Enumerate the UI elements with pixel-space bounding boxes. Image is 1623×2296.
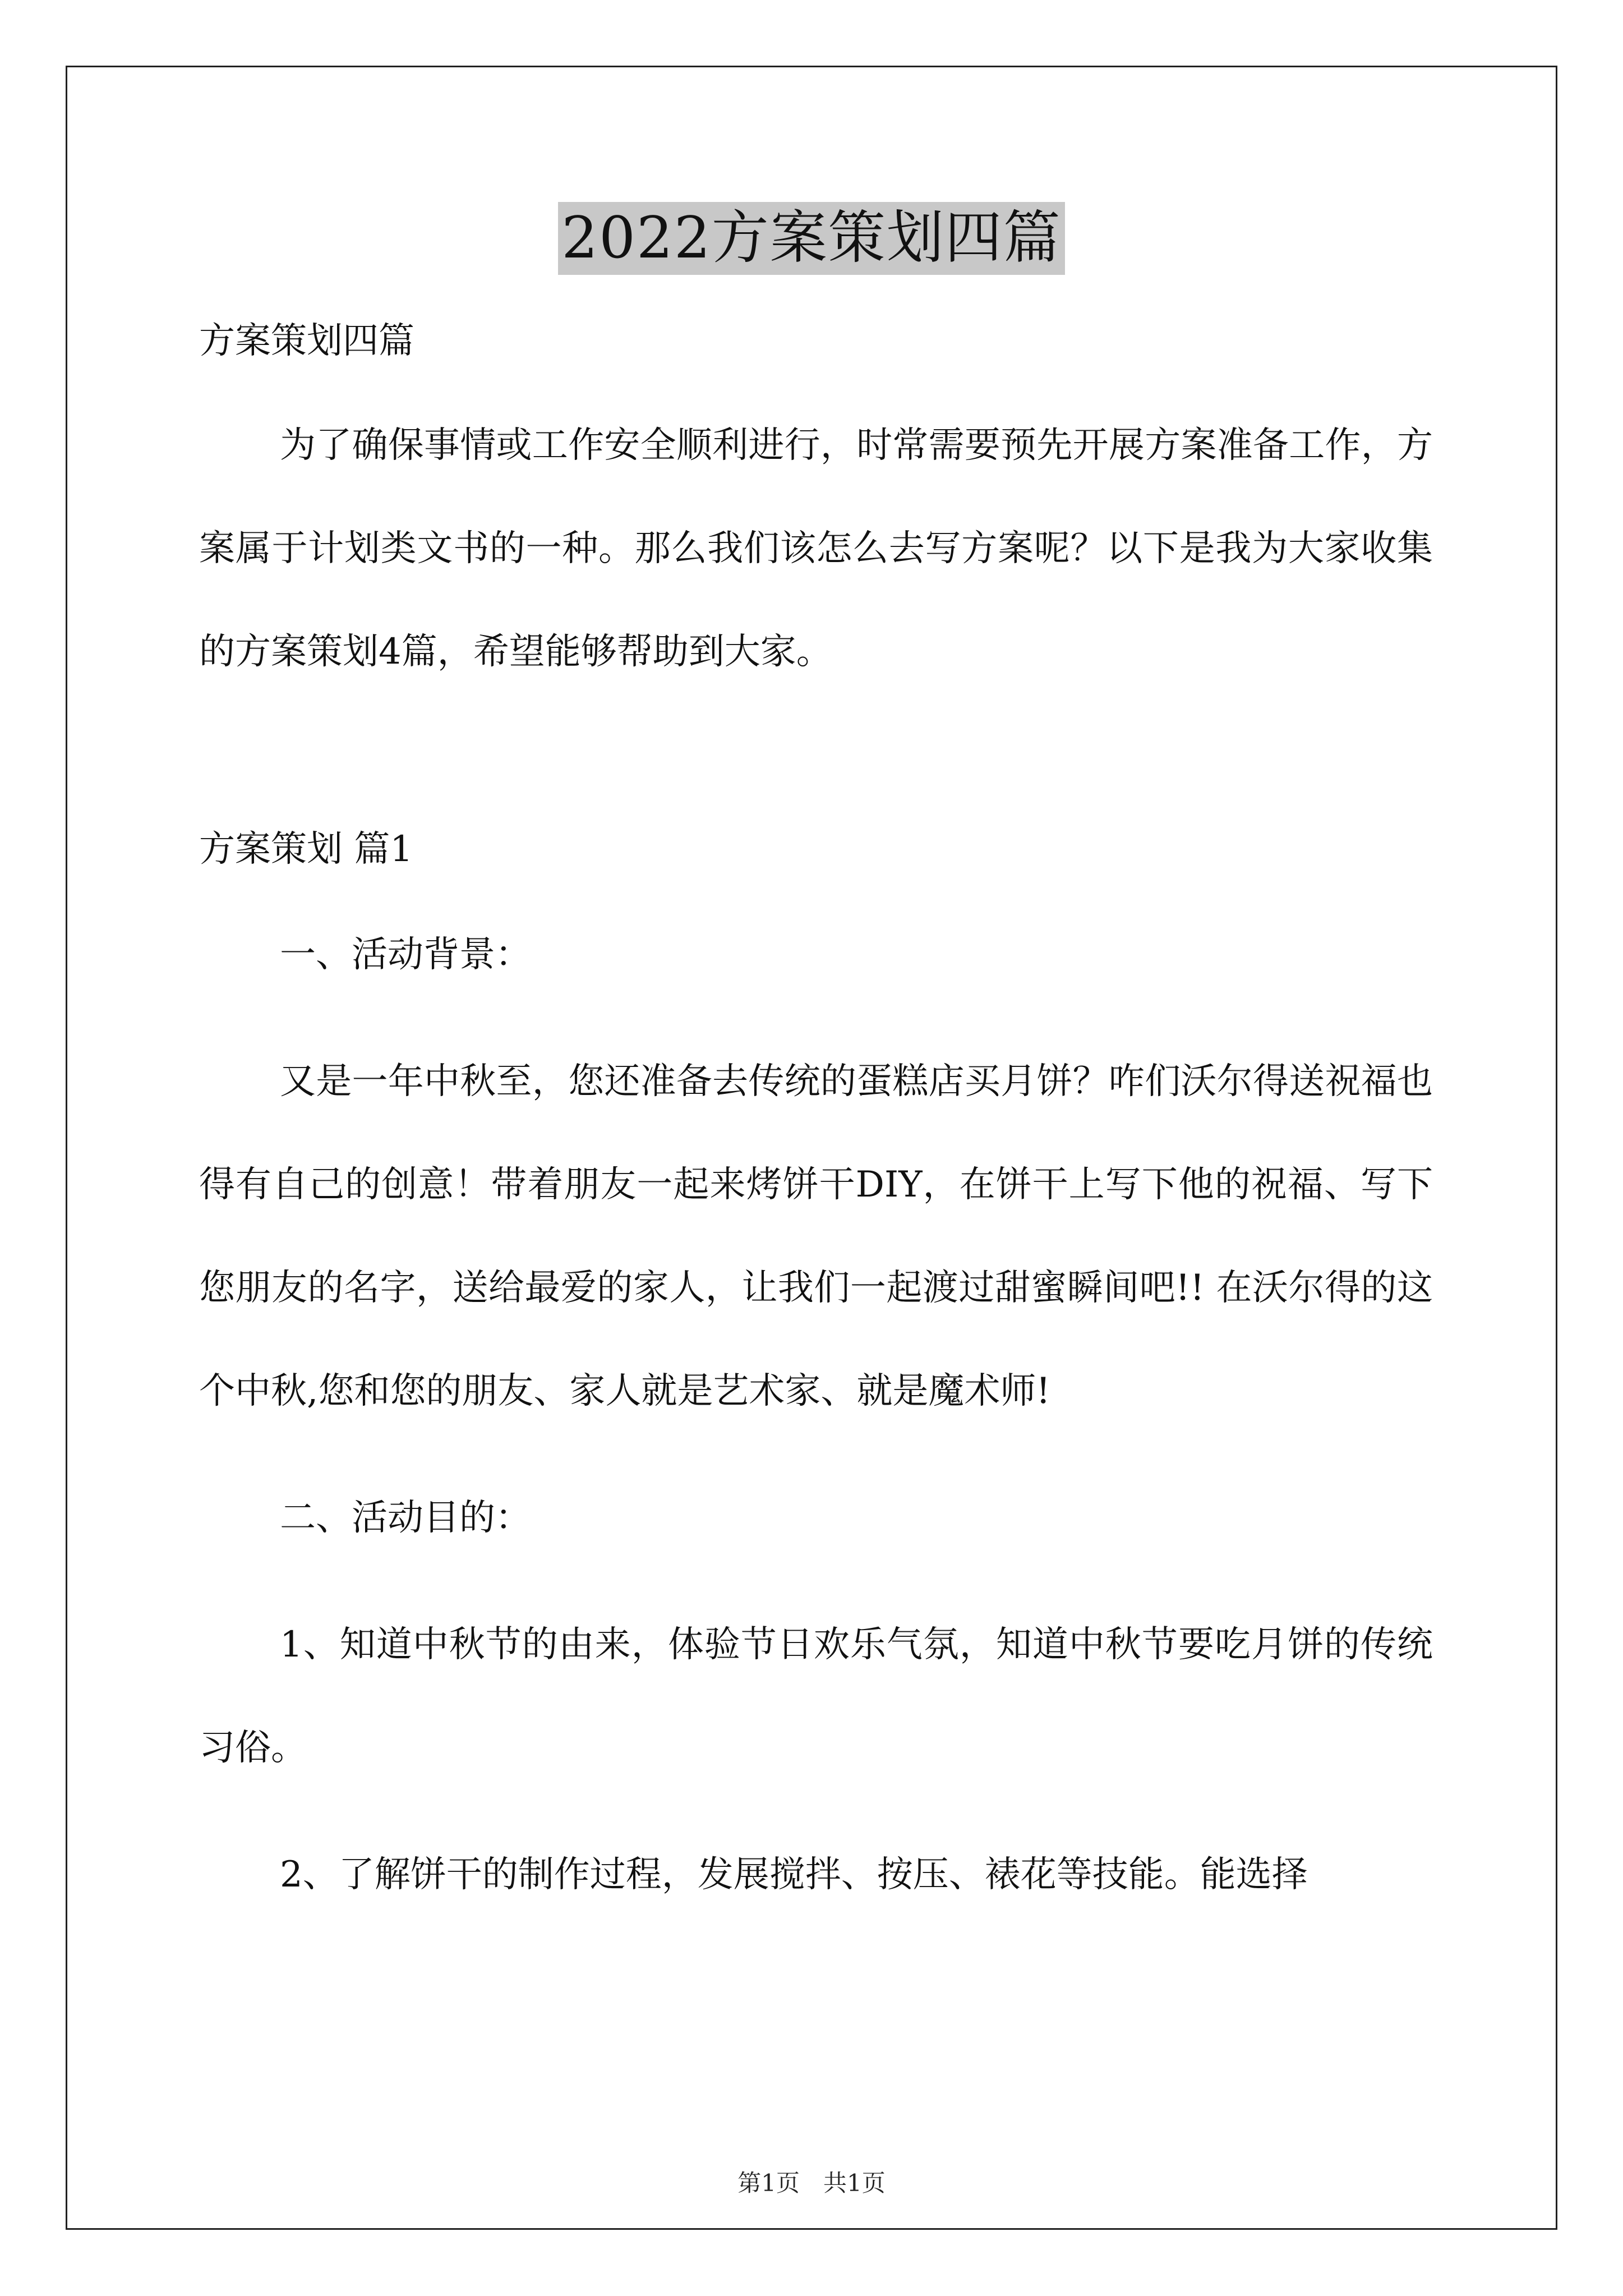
heading-activity-background: 一、活动背景： bbox=[280, 934, 531, 976]
page-footer: 第1页 共1页 bbox=[737, 2169, 886, 2197]
document-subtitle: 方案策划四篇 bbox=[199, 320, 414, 362]
section-heading: 方案策划 篇1 bbox=[199, 829, 413, 870]
title-container bbox=[0, 202, 1623, 275]
paragraph-purpose-2: 2、了解饼干的制作过程，发展搅拌、按压、裱花等技能。能选择 bbox=[280, 1854, 1308, 1895]
paragraph-purpose-1: 1、知道中秋节的由来，体验节日欢乐气氛，知道中秋节要吃月饼的传统习俗。 bbox=[199, 1624, 1433, 1769]
heading-activity-purpose: 二、活动目的： bbox=[280, 1497, 531, 1539]
paragraph-activity-background: 又是一年中秋至，您还准备去传统的蛋糕店买月饼？咋们沃尔得送祝福也得有自己的创意！带着朋友一起来烤饼干DIY，在饼干上写下他的祝福、写下您朋友的名字，送给最爱的家人，让我们一起渡过甜蜜瞬间吧!! 在沃尔得的这个中秋,您和您的朋友、家人就是艺术家、就是魔术师! bbox=[199, 1061, 1433, 1412]
document-body bbox=[199, 303, 1433, 1926]
intro-paragraph: 为了确保事情或工作安全顺利进行，时常需要预先开展方案准备工作，方案属于计划类文书的一种。那么我们该怎么去写方案呢？以下是我为大家收集的方案策划4篇，希望能够帮助到大家。 bbox=[199, 425, 1433, 673]
document-title: 2022方案策划四篇 bbox=[558, 202, 1065, 275]
